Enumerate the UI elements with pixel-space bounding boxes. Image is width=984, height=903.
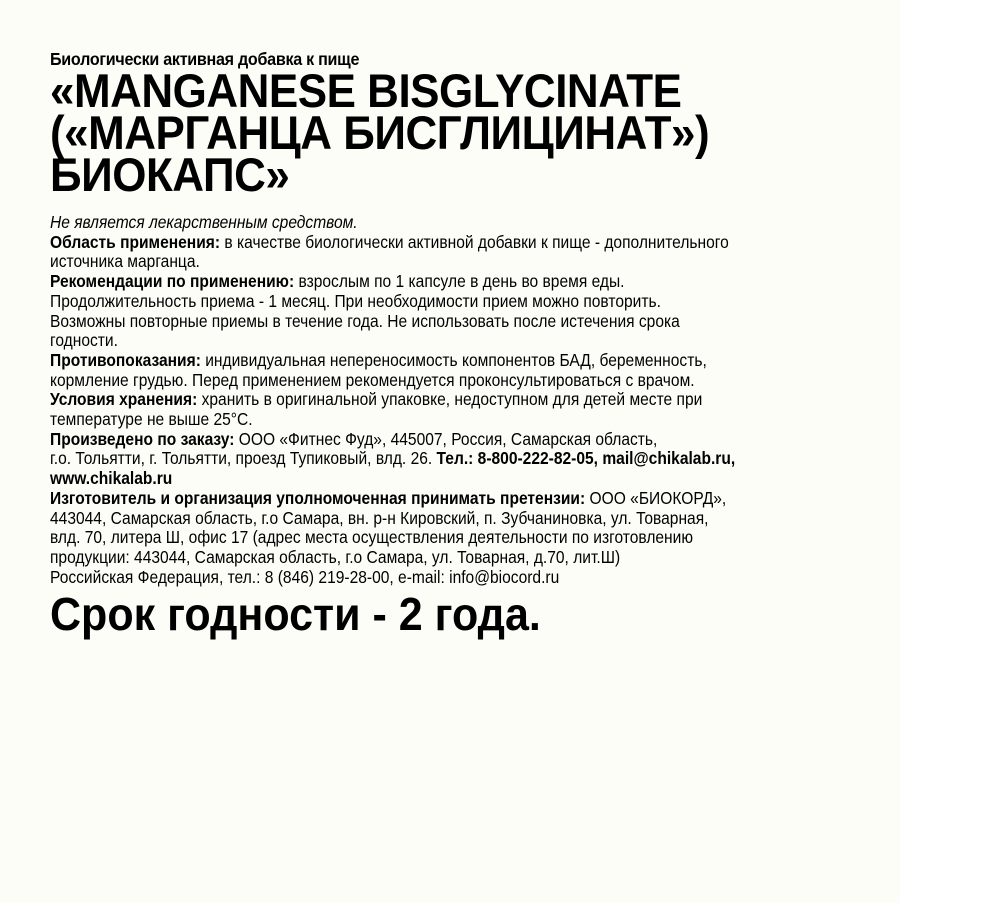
product-title-line: «MANGANESE BISGLYCINATE (50, 64, 682, 117)
storage-heading: Условия хранения: (50, 389, 198, 410)
manufacturer-text: ООО «БИОКОРД», (585, 487, 727, 508)
product-title (50, 64, 854, 201)
manufacturer-text: 443044, Самарская область, г.о Самара, вн. р-н Кировский, п. Зубчаниновка, ул. Товарная, (50, 507, 709, 528)
manufacturer-text: влд. 70, литера Ш, офис 17 (адрес места осуществления деятельности по изготовлению (50, 527, 694, 548)
contraindications-text: индивидуальная непереносимость компонентов БАД, беременность, (200, 349, 707, 370)
manufacturer-text: Российская Федерация, тел.: 8 (846) 219-28-00, e-mail: info@biocord.ru (50, 566, 560, 587)
product-title-line: («МАРГАНЦА БИСГЛИЦИНАТ») (50, 106, 710, 159)
ordered-by-section (50, 430, 847, 489)
storage-text: хранить в оригинальной упаковке, недоступном для детей месте при (197, 389, 703, 410)
recommendations-section (50, 272, 847, 351)
ordered-by-website: www.chikalab.ru (50, 468, 173, 489)
recommendations-text: Продолжительность приема - 1 месяц. При необходимости прием можно повторить. (50, 290, 661, 311)
storage-text: температуре не выше 25°С. (50, 409, 253, 430)
ordered-by-contacts: Тел.: 8-800-222-82-05, mail@chikalab.ru, (436, 448, 736, 469)
recommendations-text: годности. (50, 330, 118, 351)
ordered-by-heading: Произведено по заказу: (50, 428, 235, 449)
application-text: источника марганца. (50, 251, 200, 272)
recommendations-text: Возможны повторные приемы в течение года. Не использовать после истечения срока (50, 310, 680, 331)
ordered-by-text: ООО «Фитнес Фуд», 445007, Россия, Самарская область, (234, 428, 658, 449)
manufacturer-section (50, 489, 847, 588)
product-category: Биологически активная добавка к пище (50, 49, 360, 69)
ordered-by-address: г.о. Тольятти, г. Тольятти, проезд Тупиковый, влд. 26. (50, 448, 437, 469)
storage-section (50, 390, 847, 429)
application-heading: Область применения: (50, 231, 221, 252)
application-section (50, 233, 847, 272)
manufacturer-heading: Изготовитель и организация уполномоченная принимать претензии: (50, 487, 586, 508)
contraindications-section (50, 351, 847, 390)
recommendations-heading: Рекомендации по применению: (50, 271, 295, 292)
contraindications-heading: Противопоказания: (50, 349, 201, 370)
application-text: в качестве биологически активной добавки к пище - дополнительного (220, 231, 729, 252)
expiry-date: Срок годности - 2 года. (50, 588, 541, 641)
product-title-line: БИОКАПС» (50, 148, 290, 201)
recommendations-text: взрослым по 1 капсуле в день во время еды. (294, 271, 625, 292)
manufacturer-text: продукции: 443044, Самарская область, г.о Самара, ул. Товарная, д.70, лит.Ш) (50, 546, 621, 567)
label-body (50, 213, 847, 587)
contraindications-text: кормление грудью. Перед применением рекомендуется проконсультироваться с врачом. (50, 369, 695, 390)
disclaimer: Не является лекарственным средством. (50, 212, 358, 232)
label-content (50, 49, 850, 639)
